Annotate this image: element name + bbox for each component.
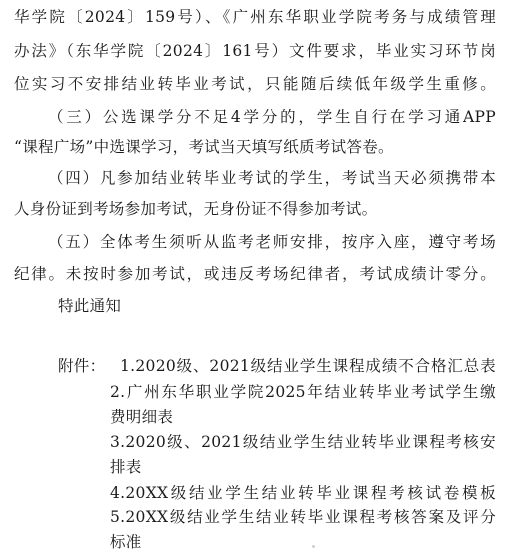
paragraph-3-line-1: （四）凡参加结业转毕业考试的学生，考试当天必须携带本: [48, 169, 496, 187]
attachment-item-1: 1.2020级、2021级结业学生课程成绩不合格汇总表: [120, 357, 496, 375]
paragraph-4-line-1: （五）全体考生须听从监考老师安排，按序入座，遵守考场: [48, 233, 496, 251]
paragraph-1-line-2: 办法》（东华学院〔2024〕161号）文件要求，毕业实习环节岗: [14, 42, 496, 60]
attachment-item-4: 4.20XX级结业学生结业转毕业课程考核试卷模板: [110, 484, 496, 502]
paragraph-4-line-2: 纪律。未按时参加考试，或违反考场纪律者，考试成绩计零分。: [14, 265, 496, 283]
attachments-label: 附件：: [58, 357, 106, 375]
paragraph-2-line-1: （三）公选课学分不足4学分的，学生自行在学习通APP: [48, 108, 496, 126]
closing-notice: 特此通知: [58, 297, 122, 315]
attachment-item-5: 5.20XX级结业学生结业转毕业课程考核答案及评分: [110, 508, 496, 526]
attachment-item-2-continued: 费明细表: [110, 408, 174, 426]
paragraph-2-line-2: “课程广场”中选课学习，考试当天填写纸质考试答卷。: [14, 138, 394, 156]
paragraph-3-line-2: 人身份证到考场参加考试，无身份证不得参加考试。: [14, 200, 378, 218]
attachment-item-3: 3.2020级、2021级结业学生结业转毕业课程考核安: [110, 433, 496, 451]
attachment-item-5-continued: 标准: [110, 533, 142, 551]
attachment-item-2: 2.广州东华职业学院2025年结业转毕业考试学生缴: [110, 383, 496, 401]
attachment-item-3-continued: 排表: [110, 458, 142, 476]
paragraph-1-line-1: 华学院〔2024〕159号）、《广州东华职业学院考务与成绩管理: [14, 8, 496, 26]
paragraph-1-line-3: 位实习不安排结业转毕业考试，只能随后续低年级学生重修。: [14, 75, 496, 93]
scan-speck: [312, 545, 315, 548]
